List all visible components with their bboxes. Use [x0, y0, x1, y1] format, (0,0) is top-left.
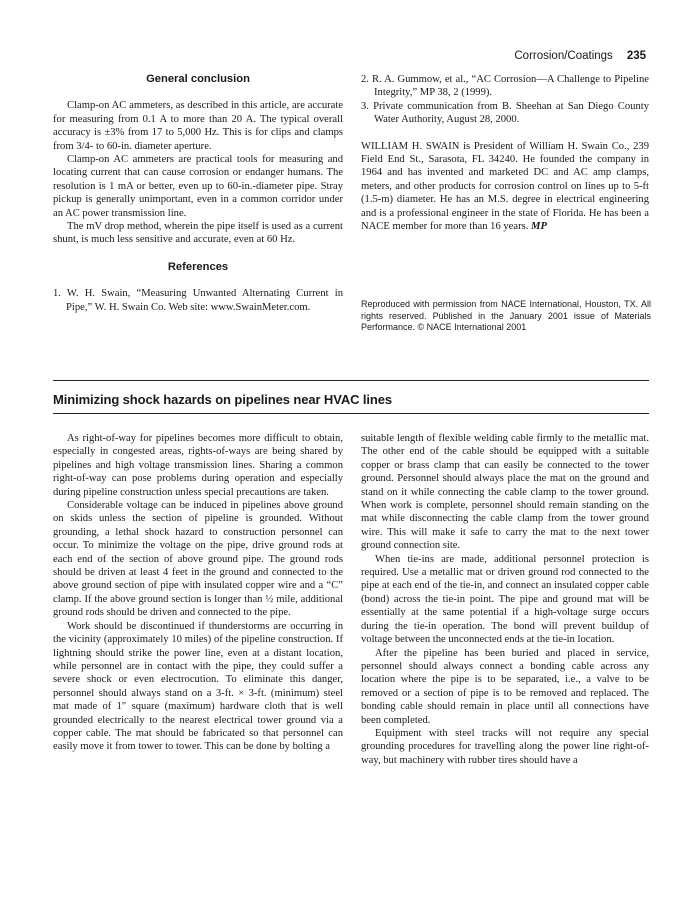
conclusion-paragraph: Clamp-on AC ammeters, as described in this article, are accurate for measuring from 0.1 A to more than 20 A. The typical overall accuracy is ±3% from 17 to 5,000 Hz. This is for clips and clamps from 3/4- to 60-in. diameter aperture. [53, 100, 343, 152]
article-paragraph: Equipment with steel tracks will not require any special grounding procedures for travelling along the power line right-of-way, but machinery with rubber tires should have a [361, 727, 649, 766]
running-header [514, 50, 646, 62]
article-paragraph: Work should be discontinued if thunderstorms are occurring in the vicinity (approximately 10 miles) of the pipeline construction. If lightning should strike the power line, even at a distant location, while personnel are in contact with the pipe, they could suffer a severe shock or even electrocution. To eliminate this danger, personnel should always stand on a 3-ft. × 3-ft. (minimum) steel mat made of 1″ square (maximum) hardware cloth that is well grounded electrically to the nearest electrical tower ground via a copper cable. The mat should be fabricated so that personnel can easily move it from tower to tower. This can be done by bolting a [53, 620, 343, 753]
article-paragraph: suitable length of flexible welding cable firmly to the metallic mat. The other end of the cable should be equipped with a suitable copper or brass clamp that can easily be connected to the tower ground. Personnel should always place the mat on the ground and stand on it while connecting the cable clamp to the tower ground. When work is complete, personnel should remain standing on the mat while disconnecting the cable clamp from the tower ground wire. This will make it safe to carry the mat to the next tower ground connection site. [361, 433, 649, 552]
title-underline [53, 413, 649, 414]
author-bio [361, 140, 649, 234]
references-heading: References [167, 260, 229, 273]
references-list [53, 287, 343, 314]
permission-notice: Reproduced with permission from NACE International, Houston, TX. All rights reserved. Published in the January 2001 issue of Materials Performance. © NACE International 2001 [361, 299, 651, 333]
article-title: Minimizing shock hazards on pipelines near HVAC lines [53, 392, 393, 407]
section-title: Corrosion/Coatings [514, 50, 613, 62]
reference-item: 1. W. H. Swain, “Measuring Unwanted Alternating Current in Pipe,” W. H. Swain Co. Web site: www.SwainMeter.com. [53, 288, 343, 313]
article-paragraph: Considerable voltage can be induced in pipelines above ground on skids unless the section of pipeline is grounded. Without grounding, a lethal shock hazard to construction personnel can occur. To minimize the voltage on the pipe, drive ground rods at each end of the section of above ground pipe. The ground rods should be driven at least 4 feet in the ground and connected to the above ground section of pipe with insulated copper wire and a “C” clamp. If the above ground section is longer than ½ mile, additional ground rods should be driven and connected to the pipe. [53, 500, 343, 619]
conclusion-paragraph: Clamp-on AC ammeters are practical tools for measuring and locating current that can cause corrosion or endanger humans. The resolution is 1 mA or better, even up to 60-in.-diameter pipe. Stray pickup is generally unimportant, even in a common corridor under an AC power transmission line. [53, 154, 343, 219]
article-divider [53, 380, 649, 381]
article-right-column [361, 432, 649, 767]
reference-item: 3. Private communication from B. Sheehan at San Diego County Water Authority, August 28, 2000. [361, 100, 649, 126]
references-continued-column [361, 73, 649, 233]
page-number: 235 [626, 50, 646, 62]
conclusion-heading: General conclusion [146, 73, 250, 85]
article-paragraph: After the pipeline has been buried and placed in service, personnel should always connect a bonding cable across any location where the pipe is to be separated, i.e., a valve to be removed or a section of pipe is to be removed and replaced. The bonding cable should remain in place until all connections have been completed. [361, 647, 649, 726]
author-bio-text: WILLIAM H. SWAIN is President of William H. Swain Co., 239 Field End St., Sarasota, FL 34240. He founded the company in 1964 and has invented and marketed DC and AC amp clamps, meters, and other products for corrosion control on lines up to 5-ft (1.5-m) diameter. He has an M.S. degree in electrical engineering and is a professional engineer in the state of Florida. He has been a NACE member for more than 16 years. [361, 140, 649, 233]
conclusion-column [53, 73, 343, 314]
conclusion-paragraph: The mV drop method, wherein the pipe itself is used as a current shunt, is much less sensitive and accurate, even at 60 Hz. [53, 221, 343, 246]
article-paragraph: As right-of-way for pipelines becomes more difficult to obtain, especially in congested areas, rights-of-ways are being shared by pipelines and high voltage transmission lines. Sharing a common right-of-way can pose problems during operation and especially during pipeline construction unless special precautions are taken. [53, 433, 343, 498]
article-left-column [53, 432, 343, 754]
reference-item: 2. R. A. Gummow, et al., “AC Corrosion—A Challenge to Pipeline Integrity,” MP 38, 2 (1999). [361, 74, 649, 99]
references-list-continued [361, 73, 649, 127]
article-paragraph: When tie-ins are made, additional personnel protection is required. Use a metallic mat or driven ground rod connected to the pipe at each end of the tie-in, and connect an insulated copper cable (bond) across the tie-in point. The pipe and ground mat will be essentially at the same potential if a high-voltage surge occurs during the tie-in operation. The bond will prevent buildup of voltage between the unconnected ends at the tie-in location. [361, 553, 649, 646]
end-mark: MP [531, 221, 547, 233]
references-section [53, 261, 343, 314]
